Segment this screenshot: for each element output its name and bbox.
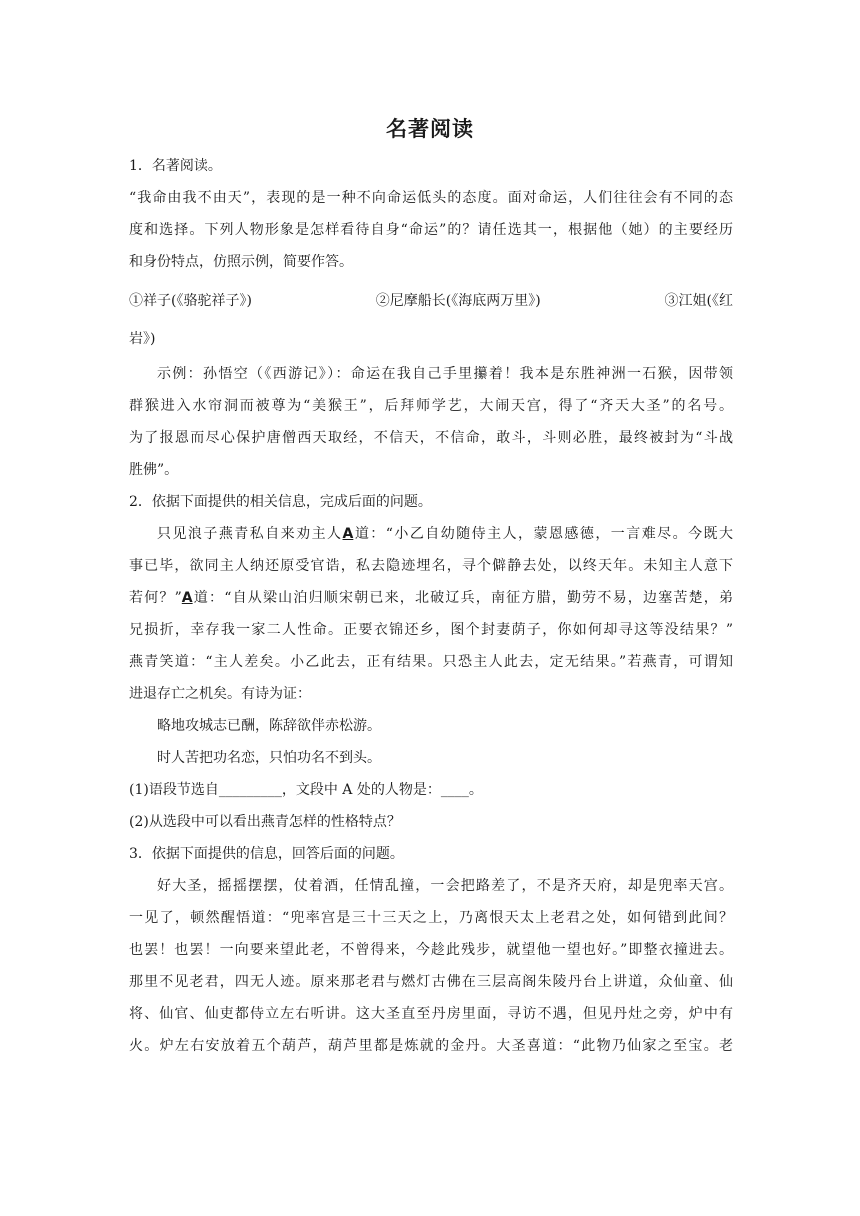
q1-text-line: 度和选择。下列人物形象是怎样看待自身“命运”的？请任选其一，根据他（她）的主要经历 xyxy=(129,222,733,238)
example-line: 胜佛”。 xyxy=(129,462,179,478)
option-1: ①祥子(《骆驼祥子》) xyxy=(129,293,252,309)
q2-heading: 2．依据下面提供的相关信息，完成后面的问题。 xyxy=(129,494,432,510)
sub-question-2: (2)从选段中可以看出燕青怎样的性格特点？ xyxy=(129,814,401,830)
example-line: 示例：孙悟空（《西游记》）：命运在我自己手里攥着！我本是东胜神洲一石猴，因带领 xyxy=(157,366,733,382)
example-line: 为了报恩而尽心保护唐僧西天取经，不信天，不信命，敢斗，斗则必胜，最终被封为“斗战 xyxy=(129,430,733,446)
option-2: ②尼摩船长(《海底两万里》) xyxy=(375,293,541,309)
document-body xyxy=(129,150,733,1062)
passage-line: 那里不见老君，四无人迹。原来那老君与燃灯古佛在三层高阁朱陵丹台上讲道，众仙童、仙 xyxy=(129,974,733,990)
passage-line: 事已毕，欲同主人纳还原受官诰，私去隐迹埋名，寻个僻静去处，以终天年。未知主人意下 xyxy=(129,558,733,574)
poem-line: 略地攻城志已酬，陈辞欲伴赤松游。 xyxy=(157,718,381,734)
passage-line: 只见浪子燕青私自来劝主人A道：“小乙自幼随侍主人，蒙恩感德，一言难尽。今既大 xyxy=(157,526,734,542)
passage-line: 好大圣，摇摇摆摆，仗着酒，任情乱撞，一会把路差了，不是齐天府，却是兜率天宫。 xyxy=(157,878,733,894)
option-3-continued: 岩》) xyxy=(129,331,156,347)
sub-question-1: (1)语段节选自_________，文段中 A 处的人物是：____。 xyxy=(129,782,483,798)
passage-line: 兄损折，幸存我一家二人性命。正要衣锦还乡，图个封妻荫子，你如何却寻这等没结果？” xyxy=(129,622,733,638)
q1-heading: 1．名著阅读。 xyxy=(129,158,222,174)
q1-text-line: 和身份特点，仿照示例，简要作答。 xyxy=(129,254,353,270)
option-3: ③江姐(《红 xyxy=(664,293,733,309)
page-title: 名著阅读 xyxy=(386,117,474,141)
passage-line: 将、仙官、仙吏都侍立左右听讲。这大圣直至丹房里面，寻访不遇，但见丹灶之旁，炉中有 xyxy=(129,1006,733,1022)
passage-line: 燕青笑道：“主人差矣。小乙此去，正有结果。只恐主人此去，定无结果。”若燕青，可谓知 xyxy=(129,654,733,670)
q3-heading: 3．依据下面提供的信息，回答后面的问题。 xyxy=(129,846,404,862)
passage-line: 也罢！也罢！一向要来望此老，不曾得来，今趁此残步，就望他一望也好。”即整衣撞进去。 xyxy=(129,942,733,958)
blank-marker-a: A xyxy=(181,590,193,606)
q1-text-line: “我命由我不由天”，表现的是一种不向命运低头的态度。面对命运，人们往往会有不同的态 xyxy=(129,190,733,206)
passage-line: 若何？”A道：“自从梁山泊归顺宋朝已来，北破辽兵，南征方腊，勤劳不易，边塞苦楚，弟 xyxy=(129,590,733,606)
q1-options xyxy=(129,278,733,324)
blank-marker-a: A xyxy=(342,526,354,542)
passage-line: 一见了，顿然醒悟道：“兜率宫是三十三天之上，乃离恨天太上老君之处，如何错到此间？ xyxy=(129,910,733,926)
passage-line: 进退存亡之机矣。有诗为证： xyxy=(129,686,311,702)
poem-line: 时人苦把功名恋，只怕功名不到头。 xyxy=(157,750,381,766)
example-line: 群猴进入水帘洞而被尊为“美猴王”，后拜师学艺，大闹天宫，得了“齐天大圣”的名号。 xyxy=(129,398,733,414)
passage-line: 火。炉左右安放着五个葫芦，葫芦里都是炼就的金丹。大圣喜道：“此物乃仙家之至宝。老 xyxy=(129,1038,733,1054)
